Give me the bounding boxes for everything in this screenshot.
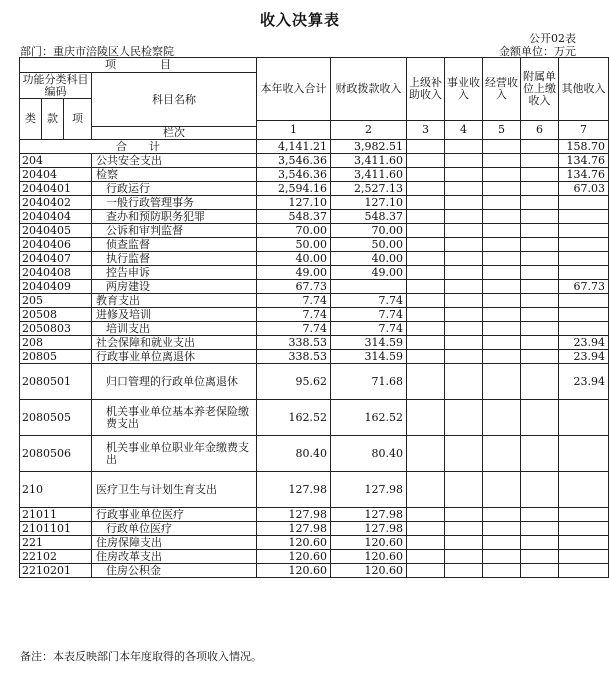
table-row [20,196,609,210]
row-fiscal: 80.40 [331,436,407,472]
table-row [20,294,609,308]
row-fiscal: 3,411.60 [331,168,407,182]
total-row [20,140,609,154]
row-other: 23.94 [559,364,609,400]
row-total: 127.98 [257,508,331,522]
row-other: 23.94 [559,336,609,350]
row-other [559,252,609,266]
row-name: 住房改革支出 [92,550,257,564]
sum-total: 4,141.21 [257,140,331,154]
row-code: 205 [20,294,92,308]
row-total: 127.98 [257,472,331,508]
table-row [20,508,609,522]
row-index-label: 栏次 [92,127,257,140]
row-fiscal: 162.52 [331,400,407,436]
row-other: 134.76 [559,168,609,182]
sum-label: 合 计 [20,140,257,154]
row-code: 210 [20,472,92,508]
row-name: 培训支出 [92,322,257,336]
row-total: 50.00 [257,238,331,252]
table-row [20,224,609,238]
row-total: 127.10 [257,196,331,210]
row-fiscal: 7.74 [331,308,407,322]
row-fiscal: 127.10 [331,196,407,210]
row-other [559,508,609,522]
table-row [20,322,609,336]
row-code: 2040409 [20,280,92,294]
table-row [20,550,609,564]
row-name: 侦查监督 [92,238,257,252]
row-fiscal: 127.98 [331,508,407,522]
row-total: 162.52 [257,400,331,436]
row-fiscal: 40.00 [331,252,407,266]
row-total: 49.00 [257,266,331,280]
row-other [559,210,609,224]
table-row [20,436,609,472]
row-total: 3,546.36 [257,168,331,182]
row-total: 338.53 [257,350,331,364]
department-label: 部门：重庆市涪陵区人民检察院 [20,45,174,58]
index-6: 6 [521,121,559,140]
row-code: 2040406 [20,238,92,252]
row-fiscal: 3,411.60 [331,154,407,168]
table-row [20,564,609,578]
col-other-header: 其他收入 [559,58,609,121]
table-row [20,350,609,364]
kuan-header: 款 [42,99,64,140]
table-row [20,364,609,400]
unit-label: 金额单位：万元 [499,45,576,58]
row-code: 2040401 [20,182,92,196]
row-total: 120.60 [257,550,331,564]
row-name: 行政运行 [92,182,257,196]
index-5: 5 [483,121,521,140]
table-row [20,154,609,168]
row-fiscal: 49.00 [331,266,407,280]
row-total: 7.74 [257,294,331,308]
page-title: 收入决算表 [259,11,340,29]
row-name: 公诉和审判监督 [92,224,257,238]
row-other [559,308,609,322]
row-name: 教育支出 [92,294,257,308]
income-table [19,57,609,578]
row-fiscal: 7.74 [331,294,407,308]
row-total: 95.62 [257,364,331,400]
row-code: 2040407 [20,252,92,266]
row-name: 行政事业单位离退休 [92,350,257,364]
row-code: 21011 [20,508,92,522]
index-7: 7 [559,121,609,140]
sum-other: 158.70 [559,140,609,154]
col-affiliated-header: 附属单位上缴收入 [521,58,559,121]
row-total: 2,594.16 [257,182,331,196]
table-row [20,472,609,508]
row-code: 2210201 [20,564,92,578]
row-fiscal: 548.37 [331,210,407,224]
row-name: 归口管理的行政单位离退休 [92,364,257,400]
row-fiscal: 314.59 [331,350,407,364]
row-fiscal: 120.60 [331,550,407,564]
row-fiscal: 2,527.13 [331,182,407,196]
footnote: 备注：本表反映部门本年度取得的各项收入情况。 [20,650,262,663]
table-row [20,182,609,196]
row-total: 127.98 [257,522,331,536]
table-row [20,522,609,536]
table-row [20,266,609,280]
row-name: 机关事业单位基本养老保险缴费支出 [92,400,257,436]
row-other [559,564,609,578]
index-3: 3 [407,121,445,140]
row-other [559,294,609,308]
row-name: 社会保障和就业支出 [92,336,257,350]
row-other [559,436,609,472]
row-code: 204 [20,154,92,168]
row-fiscal: 120.60 [331,536,407,550]
func-code-header: 功能分类科目编码 [20,73,92,99]
row-other [559,224,609,238]
row-fiscal [331,280,407,294]
index-2: 2 [331,121,407,140]
row-code: 2080505 [20,400,92,436]
row-code: 208 [20,336,92,350]
sum-fiscal: 3,982.51 [331,140,407,154]
row-total: 80.40 [257,436,331,472]
lei-header: 类 [20,99,42,140]
row-total: 67.73 [257,280,331,294]
row-name: 住房保障支出 [92,536,257,550]
row-name: 一般行政管理事务 [92,196,257,210]
col-fiscal-header: 财政拨款收入 [331,58,407,121]
row-other [559,522,609,536]
subject-name-header: 科目名称 [92,73,257,127]
row-code: 20508 [20,308,92,322]
project-header: 项 目 [20,58,257,73]
row-other [559,238,609,252]
row-name: 两房建设 [92,280,257,294]
row-other [559,472,609,508]
row-other: 67.03 [559,182,609,196]
row-fiscal: 127.98 [331,472,407,508]
row-name: 控告申诉 [92,266,257,280]
col-operation-header: 经营收入 [483,58,521,121]
table-row [20,238,609,252]
table-row [20,280,609,294]
row-name: 检察 [92,168,257,182]
table-row [20,210,609,224]
row-code: 20404 [20,168,92,182]
row-fiscal: 70.00 [331,224,407,238]
row-total: 3,546.36 [257,154,331,168]
table-row [20,536,609,550]
index-4: 4 [445,121,483,140]
row-other: 134.76 [559,154,609,168]
row-total: 120.60 [257,564,331,578]
row-code: 2050803 [20,322,92,336]
index-1: 1 [257,121,331,140]
row-name: 行政单位医疗 [92,522,257,536]
row-fiscal: 127.98 [331,522,407,536]
row-total: 70.00 [257,224,331,238]
row-other: 23.94 [559,350,609,364]
row-fiscal: 314.59 [331,336,407,350]
row-other: 67.73 [559,280,609,294]
row-total: 7.74 [257,308,331,322]
table-row [20,308,609,322]
col-business-header: 事业收入 [445,58,483,121]
row-total: 7.74 [257,322,331,336]
table-row [20,252,609,266]
row-code: 2040402 [20,196,92,210]
row-fiscal: 120.60 [331,564,407,578]
row-code: 20805 [20,350,92,364]
row-name: 执行监督 [92,252,257,266]
form-code: 公开02表 [529,32,576,45]
row-code: 2080506 [20,436,92,472]
row-name: 行政事业单位医疗 [92,508,257,522]
row-code: 2040408 [20,266,92,280]
row-other [559,196,609,210]
row-other [559,266,609,280]
row-name: 查办和预防职务犯罪 [92,210,257,224]
row-other [559,550,609,564]
row-fiscal: 50.00 [331,238,407,252]
row-fiscal: 71.68 [331,364,407,400]
col-subsidy-header: 上级补助收入 [407,58,445,121]
col-total-header: 本年收入合计 [257,58,331,121]
row-name: 医疗卫生与计划生育支出 [92,472,257,508]
row-name: 机关事业单位职业年金缴费支出 [92,436,257,472]
row-other [559,536,609,550]
row-code: 22102 [20,550,92,564]
row-code: 2080501 [20,364,92,400]
row-fiscal: 7.74 [331,322,407,336]
row-other [559,322,609,336]
row-code: 2101101 [20,522,92,536]
row-code: 2040404 [20,210,92,224]
table-row [20,336,609,350]
row-code: 221 [20,536,92,550]
row-total: 548.37 [257,210,331,224]
row-total: 120.60 [257,536,331,550]
row-name: 公共安全支出 [92,154,257,168]
row-name: 住房公积金 [92,564,257,578]
row-code: 2040405 [20,224,92,238]
table-row [20,400,609,436]
row-total: 338.53 [257,336,331,350]
row-total: 40.00 [257,252,331,266]
table-row [20,168,609,182]
row-name: 进修及培训 [92,308,257,322]
row-other [559,400,609,436]
xiang-header: 项 [64,99,92,140]
